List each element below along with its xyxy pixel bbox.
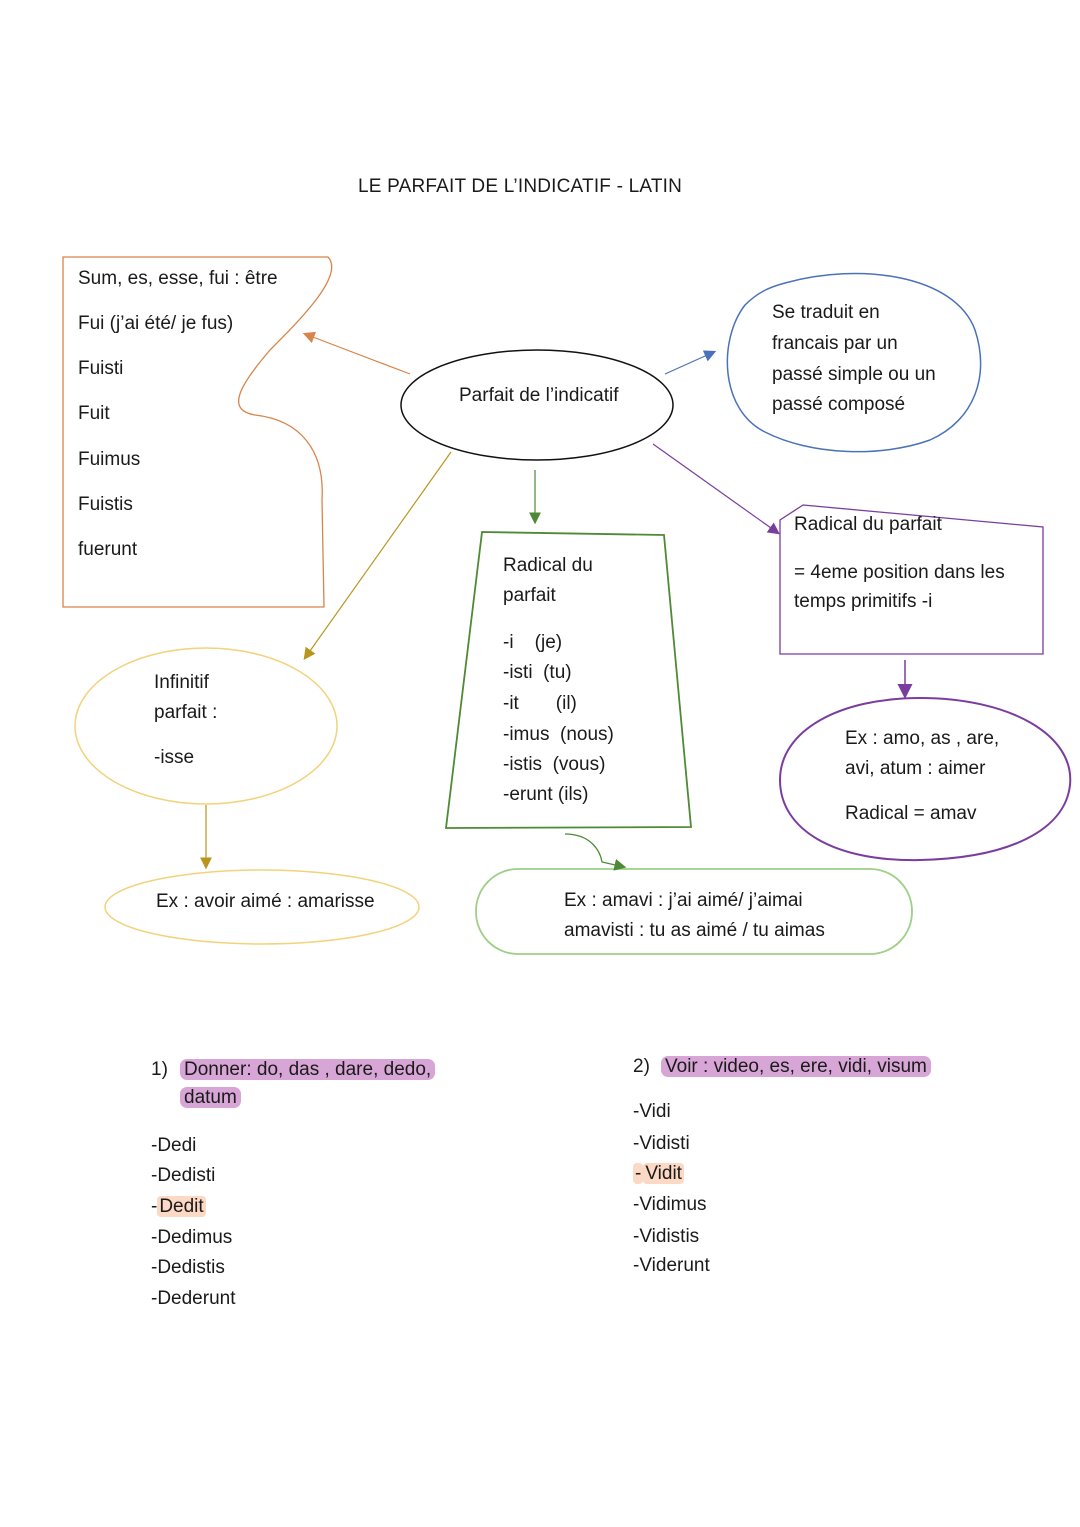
radical-position-line-1: temps primitifs -i xyxy=(794,591,933,612)
sum-line-5: Fuistis xyxy=(78,494,133,515)
arrow-to-traduit xyxy=(665,352,714,374)
ending-ils: -erunt (ils) xyxy=(503,784,589,805)
exercise2-verb-highlight: Voir : video, es, ere, vidi, visum xyxy=(661,1056,931,1077)
page-title: LE PARFAIT DE L’INDICATIF - LATIN xyxy=(358,176,683,197)
arrow-to-ex-amavi xyxy=(565,834,624,867)
exercise2-vidit-highlight: Vidit xyxy=(645,1163,682,1184)
exercise1-form-dedisti: -Dedisti xyxy=(151,1165,216,1186)
ex-amavi-line-1: amavisti : tu as aimé / tu aimas xyxy=(564,920,825,941)
arrow-to-infinitif xyxy=(305,452,451,658)
arrow-to-sum xyxy=(305,334,410,374)
arrow-to-radical-position xyxy=(653,444,778,533)
ending-je: -i (je) xyxy=(503,632,563,653)
traduit-line-1: francais par un xyxy=(772,333,898,354)
ending-il: -it (il) xyxy=(503,693,577,714)
exercise2-vidit-dash: - xyxy=(635,1163,642,1184)
exercise1-verb-highlight-1: Donner: do, das , dare, dedo, xyxy=(180,1059,435,1080)
traduit-line-3: passé composé xyxy=(772,394,906,415)
radical-position-line-0: = 4eme position dans les xyxy=(794,562,1005,583)
exercise2-form-vidisti: -Vidisti xyxy=(633,1133,690,1154)
traduit-line-2: passé simple ou un xyxy=(772,364,936,385)
exercise1-number: 1) xyxy=(151,1059,168,1080)
sum-line-2: Fuisti xyxy=(78,358,124,379)
sum-line-4: Fuimus xyxy=(78,449,141,470)
infinitif-title-0: Infinitif xyxy=(154,672,209,693)
center-label: Parfait de l’indicatif xyxy=(459,385,619,406)
exercise1-form-dedistis: -Dedistis xyxy=(151,1257,225,1278)
radical-position-title: Radical du parfait xyxy=(794,514,942,535)
ending-tu: -isti (tu) xyxy=(503,662,572,683)
exercise1-dedit-highlight: Dedit xyxy=(159,1196,204,1217)
sum-line-0: Sum, es, esse, fui : être xyxy=(78,268,278,289)
ending-nous: -imus (nous) xyxy=(503,724,614,745)
exercise2-form-vidimus: -Vidimus xyxy=(633,1194,707,1215)
infinitif-ending: -isse xyxy=(154,747,195,768)
ex-amo-radical: Radical = amav xyxy=(845,803,977,824)
exercise2-form-viderunt: -Viderunt xyxy=(633,1255,710,1276)
traduit-line-0: Se traduit en xyxy=(772,302,880,323)
infinitif-title-1: parfait : xyxy=(154,702,218,723)
traduit-blob xyxy=(727,273,980,451)
exercise2-number: 2) xyxy=(633,1056,650,1077)
exercise1-form-dedit xyxy=(151,1196,206,1219)
exercise2-form-vidistis: -Vidistis xyxy=(633,1226,700,1247)
ex-infinitif-text: Ex : avoir aimé : amarisse xyxy=(156,891,375,912)
radical-endings-title-1: parfait xyxy=(503,585,556,606)
sum-line-3: Fuit xyxy=(78,403,110,424)
exercise1-dedit-dash: - xyxy=(151,1196,158,1217)
radical-endings-title-0: Radical du xyxy=(503,555,593,576)
ending-vous: -istis (vous) xyxy=(503,754,606,775)
ex-amavi-line-0: Ex : amavi : j’ai aimé/ j’aimai xyxy=(564,890,803,911)
exercise2-form-vidit xyxy=(633,1163,684,1186)
exercise1-form-dedimus: -Dedimus xyxy=(151,1227,233,1248)
ex-amo-line-2: avi, atum : aimer xyxy=(845,758,986,779)
exercise2-form-vidi: -Vidi xyxy=(633,1101,671,1122)
exercise1-verb-highlight-2: datum xyxy=(180,1087,241,1108)
exercise1-form-dedi: -Dedi xyxy=(151,1135,197,1156)
sum-line-6: fuerunt xyxy=(78,539,138,560)
exercise1-verb-line-1 xyxy=(180,1059,435,1082)
sum-line-1: Fui (j’ai été/ je fus) xyxy=(78,313,234,334)
exercise2-verb-line xyxy=(661,1056,931,1079)
exercise1-verb-line-2 xyxy=(180,1087,241,1110)
ex-amo-line-1: Ex : amo, as , are, xyxy=(845,728,1000,749)
exercise1-form-dederunt: -Dederunt xyxy=(151,1288,236,1309)
